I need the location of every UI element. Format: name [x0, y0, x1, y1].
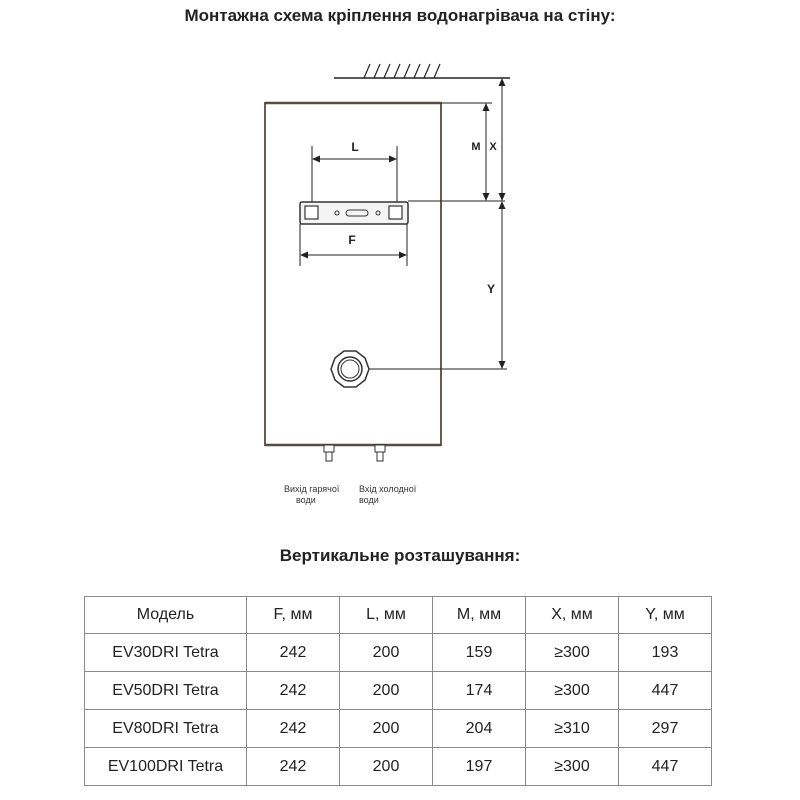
label-Y: Y — [486, 282, 496, 296]
table-row — [85, 710, 712, 748]
heating-element-flange — [331, 351, 369, 387]
cell-f: 242 — [247, 634, 340, 672]
header-y: Y, мм — [619, 597, 712, 634]
mounting-bracket — [300, 202, 408, 224]
cell-l: 200 — [340, 748, 433, 786]
cell-model: EV80DRI Tetra — [85, 710, 247, 748]
cell-y: 447 — [619, 672, 712, 710]
water-heater-body — [265, 103, 441, 445]
hot-outlet-label-line2: води — [296, 495, 316, 505]
cell-model: EV100DRI Tetra — [85, 748, 247, 786]
cell-m: 159 — [433, 634, 526, 672]
table-header-row — [85, 597, 712, 634]
cell-x: ≥300 — [526, 748, 619, 786]
header-model: Модель — [85, 597, 247, 634]
table-row — [85, 748, 712, 786]
cell-m: 204 — [433, 710, 526, 748]
cell-y: 297 — [619, 710, 712, 748]
hot-water-outlet-pipe — [324, 445, 334, 461]
ceiling-hatch — [334, 64, 510, 78]
label-X: X — [489, 141, 497, 153]
cell-f: 242 — [247, 710, 340, 748]
dimension-M — [441, 103, 492, 200]
hot-outlet-label-line1: Вихід гарячої — [284, 484, 340, 494]
cell-x: ≥300 — [526, 634, 619, 672]
cold-inlet-label-line1: Вхід холодної — [359, 484, 417, 494]
label-F: F — [348, 233, 356, 247]
cell-f: 242 — [247, 748, 340, 786]
header-m: M, мм — [433, 597, 526, 634]
table-row — [85, 672, 712, 710]
label-L: L — [351, 140, 359, 154]
header-x: X, мм — [526, 597, 619, 634]
cold-inlet-label-line2: води — [359, 495, 379, 505]
table-title: Вертикальне розташування: — [279, 546, 521, 565]
diagram-title: Монтажна схема кріплення водонагрівача на стіну: — [184, 6, 616, 25]
cell-l: 200 — [340, 634, 433, 672]
cell-m: 197 — [433, 748, 526, 786]
cell-x: ≥300 — [526, 672, 619, 710]
label-M: M — [471, 141, 481, 153]
cell-model: EV50DRI Tetra — [85, 672, 247, 710]
table-row — [85, 634, 712, 672]
header-f: F, мм — [247, 597, 340, 634]
cell-model: EV30DRI Tetra — [85, 634, 247, 672]
header-l: L, мм — [340, 597, 433, 634]
cell-f: 242 — [247, 672, 340, 710]
cell-l: 200 — [340, 672, 433, 710]
cell-y: 193 — [619, 634, 712, 672]
dimensions-table — [84, 596, 712, 786]
cell-m: 174 — [433, 672, 526, 710]
cell-x: ≥310 — [526, 710, 619, 748]
cell-y: 447 — [619, 748, 712, 786]
cell-l: 200 — [340, 710, 433, 748]
cold-water-inlet-pipe — [375, 445, 385, 461]
